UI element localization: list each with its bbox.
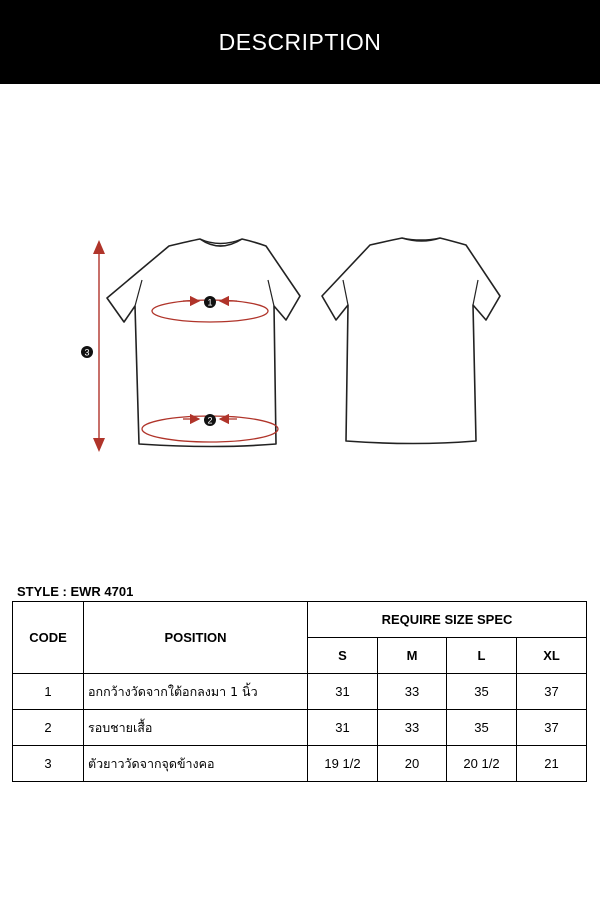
tshirt-back-left-seam [343, 280, 348, 305]
size-header-xl: XL [517, 638, 587, 674]
page-title: DESCRIPTION [218, 28, 382, 55]
table-row [13, 710, 587, 746]
spec-header: REQUIRE SIZE SPEC [308, 602, 587, 638]
position-header: POSITION [84, 602, 308, 674]
row-code: 1 [13, 674, 84, 710]
style-code: EWR 4701 [70, 584, 134, 599]
row-position: รอบชายเสื้อ [84, 710, 308, 746]
size-header-m: M [378, 638, 447, 674]
table-row [13, 674, 587, 710]
row-value-xl: 37 [517, 674, 587, 710]
code-header: CODE [13, 602, 84, 674]
table-row [13, 746, 587, 782]
marker-2-label: 2 [207, 415, 213, 426]
marker-1-label: 1 [207, 297, 213, 308]
row-code: 3 [13, 746, 84, 782]
tshirt-back-outline [322, 238, 500, 444]
row-value-l: 35 [447, 674, 517, 710]
tshirt-front-left-seam [135, 280, 142, 306]
marker-3-label: 3 [84, 347, 90, 358]
row-value-xl: 21 [517, 746, 587, 782]
row-value-l: 20 1/2 [447, 746, 517, 782]
row-value-m: 33 [378, 710, 447, 746]
length-arrow-top [93, 240, 105, 254]
row-value-s: 31 [308, 674, 378, 710]
row-value-m: 20 [378, 746, 447, 782]
tshirt-back-neckline [402, 238, 440, 240]
table-header-row [13, 602, 587, 638]
row-code: 2 [13, 710, 84, 746]
row-position: ตัวยาววัดจากจุดข้างคอ [84, 746, 308, 782]
length-arrow-bottom [93, 438, 105, 452]
row-value-s: 19 1/2 [308, 746, 378, 782]
tshirt-back-right-seam [473, 280, 478, 305]
size-header-l: L [447, 638, 517, 674]
size-spec-table [12, 601, 587, 782]
tshirt-front-right-seam [268, 280, 274, 306]
style-label: STYLE : [17, 584, 67, 599]
row-value-l: 35 [447, 710, 517, 746]
row-value-s: 31 [308, 710, 378, 746]
row-position: อกกว้างวัดจากใต้อกลงมา 1 นิ้ว [84, 674, 308, 710]
row-value-m: 33 [378, 674, 447, 710]
tshirt-front-outline [107, 239, 300, 447]
row-value-xl: 37 [517, 710, 587, 746]
style-code-line [17, 584, 133, 599]
size-header-s: S [308, 638, 378, 674]
